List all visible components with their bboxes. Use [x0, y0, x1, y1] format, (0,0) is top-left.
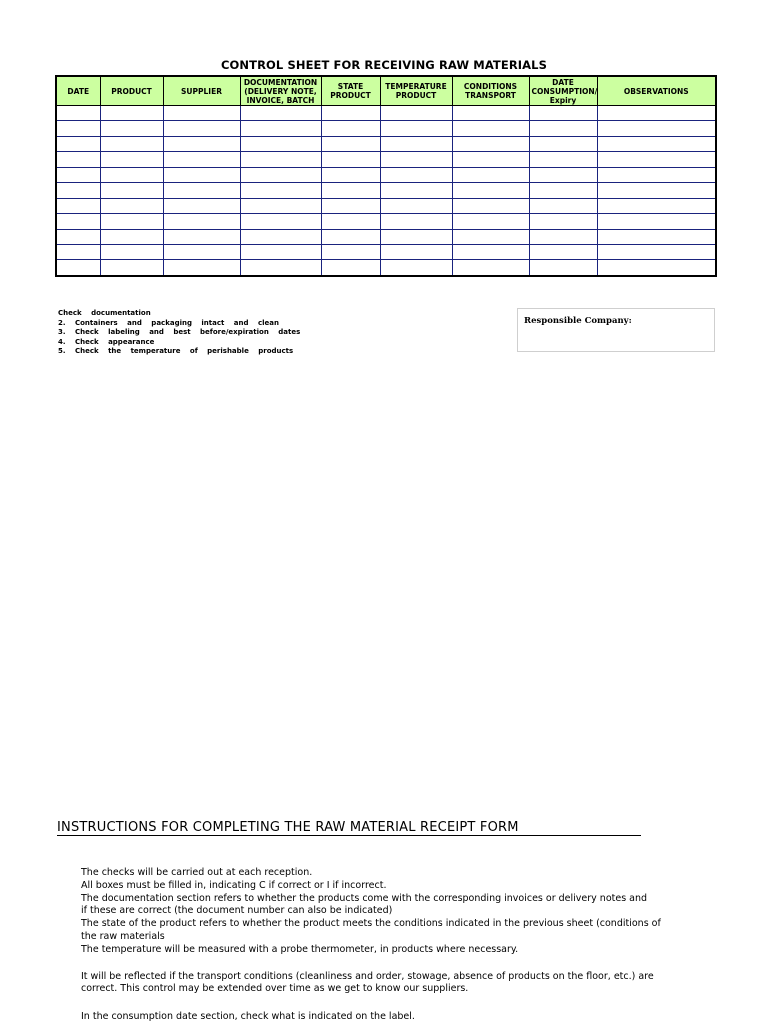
instruction-line: The documentation section refers to whether the products come with the corresponding invoices or delivery notes and — [81, 892, 648, 904]
table-row — [56, 214, 716, 229]
instructions-block-3 — [81, 1011, 721, 1024]
table-cell-state[interactable] — [321, 183, 380, 198]
table-cell-date[interactable] — [56, 229, 100, 244]
table-cell-documentation[interactable] — [240, 214, 321, 229]
column-header-line: SUPPLIER — [181, 86, 222, 96]
table-cell-conditions[interactable] — [452, 183, 529, 198]
table-cell-date[interactable] — [56, 121, 100, 136]
table-cell-date[interactable] — [56, 244, 100, 259]
table-cell-state[interactable] — [321, 136, 380, 151]
table-cell-observations[interactable] — [597, 260, 716, 276]
table-cell-date-consumption[interactable] — [529, 167, 597, 182]
table-cell-conditions[interactable] — [452, 229, 529, 244]
table-cell-observations[interactable] — [597, 198, 716, 213]
table-cell-supplier[interactable] — [163, 167, 240, 182]
table-cell-observations[interactable] — [597, 183, 716, 198]
table-cell-documentation[interactable] — [240, 244, 321, 259]
table-cell-supplier[interactable] — [163, 121, 240, 136]
table-cell-date-consumption[interactable] — [529, 198, 597, 213]
table-cell-supplier[interactable] — [163, 183, 240, 198]
table-cell-date[interactable] — [56, 167, 100, 182]
table-cell-date-consumption[interactable] — [529, 152, 597, 167]
table-cell-date-consumption[interactable] — [529, 121, 597, 136]
table-cell-date-consumption[interactable] — [529, 106, 597, 121]
table-cell-temperature[interactable] — [380, 260, 452, 276]
table-cell-date[interactable] — [56, 152, 100, 167]
instructions-block-2 — [81, 971, 721, 997]
table-cell-state[interactable] — [321, 152, 380, 167]
table-header-row — [56, 76, 716, 106]
table-cell-documentation[interactable] — [240, 121, 321, 136]
instructions-body — [81, 867, 721, 1024]
instructions-title-underline — [57, 835, 641, 836]
responsible-company-box[interactable] — [517, 308, 715, 352]
column-header-line: DATE — [67, 86, 90, 96]
table-cell-observations[interactable] — [597, 152, 716, 167]
column-header-line: Expiry — [549, 95, 577, 105]
table-cell-temperature[interactable] — [380, 167, 452, 182]
table-cell-conditions[interactable] — [452, 260, 529, 276]
column-header-line: PRODUCT — [395, 91, 437, 100]
table-cell-conditions[interactable] — [452, 152, 529, 167]
instruction-line: In the consumption date section, check what is indicated on the label. — [81, 1011, 415, 1023]
table-cell-product[interactable] — [100, 136, 163, 151]
table-cell-documentation[interactable] — [240, 106, 321, 121]
column-header-observations — [597, 76, 716, 106]
column-header-line: PRODUCT — [330, 91, 371, 100]
table-cell-date-consumption[interactable] — [529, 183, 597, 198]
table-cell-state[interactable] — [321, 260, 380, 276]
instruction-line: if these are correct (the document number can also be indicated) — [81, 905, 393, 917]
table-cell-supplier[interactable] — [163, 198, 240, 213]
table-cell-date[interactable] — [56, 214, 100, 229]
table-cell-observations[interactable] — [597, 214, 716, 229]
table-cell-temperature[interactable] — [380, 244, 452, 259]
table-row — [56, 136, 716, 151]
table-cell-observations[interactable] — [597, 167, 716, 182]
column-header-line: PRODUCT — [111, 86, 152, 96]
column-header-line: CONSUMPTION/ — [531, 86, 598, 96]
checklist-item: 5. Check the temperature of perishable products — [58, 347, 294, 356]
responsible-company-label: Responsible Company: — [524, 316, 632, 326]
table-cell-date-consumption[interactable] — [529, 260, 597, 276]
table-cell-conditions[interactable] — [452, 121, 529, 136]
table-cell-state[interactable] — [321, 167, 380, 182]
column-header-date — [56, 76, 100, 106]
table-cell-state[interactable] — [321, 244, 380, 259]
column-header-line: DATE — [552, 77, 574, 87]
instruction-line: the raw materials — [81, 930, 165, 942]
table-cell-temperature[interactable] — [380, 152, 452, 167]
table-cell-temperature[interactable] — [380, 183, 452, 198]
table-cell-conditions[interactable] — [452, 136, 529, 151]
table-cell-supplier[interactable] — [163, 214, 240, 229]
table-cell-conditions[interactable] — [452, 198, 529, 213]
table-cell-state[interactable] — [321, 121, 380, 136]
column-header-line: TRANSPORT — [465, 91, 516, 100]
table-cell-date-consumption[interactable] — [529, 229, 597, 244]
table-cell-observations[interactable] — [597, 106, 716, 121]
column-header-temperature — [380, 76, 452, 106]
table-cell-temperature[interactable] — [380, 198, 452, 213]
instruction-line: correct. This control may be extended over time as we get to know our suppliers. — [81, 983, 469, 995]
column-header-conditions — [452, 76, 529, 106]
sheet-title: CONTROL SHEET FOR RECEIVING RAW MATERIALS — [221, 58, 547, 72]
table-row — [56, 229, 716, 244]
table-cell-observations[interactable] — [597, 229, 716, 244]
table-body — [56, 106, 716, 277]
table-cell-product[interactable] — [100, 244, 163, 259]
table-row — [56, 183, 716, 198]
table-cell-supplier[interactable] — [163, 260, 240, 276]
checklist — [58, 309, 300, 357]
table-cell-date-consumption[interactable] — [529, 244, 597, 259]
table-cell-date[interactable] — [56, 260, 100, 276]
table-cell-temperature[interactable] — [380, 136, 452, 151]
column-header-line: CONDITIONS — [463, 82, 518, 91]
table-cell-state[interactable] — [321, 198, 380, 213]
table-row — [56, 198, 716, 213]
table-cell-date-consumption[interactable] — [529, 136, 597, 151]
table-cell-product[interactable] — [100, 260, 163, 276]
table-cell-conditions[interactable] — [452, 106, 529, 121]
table-cell-product[interactable] — [100, 106, 163, 121]
column-header-supplier — [163, 76, 240, 106]
column-header-product — [100, 76, 163, 106]
table-cell-documentation[interactable] — [240, 183, 321, 198]
table-cell-documentation[interactable] — [240, 136, 321, 151]
table-cell-product[interactable] — [100, 167, 163, 182]
instruction-line: The state of the product refers to whether the product meets the conditions indicated in the previous sheet (conditions of — [81, 918, 661, 930]
table-cell-conditions[interactable] — [452, 167, 529, 182]
table-cell-temperature[interactable] — [380, 229, 452, 244]
table-row — [56, 260, 716, 276]
table-cell-temperature[interactable] — [380, 121, 452, 136]
column-header-state — [321, 76, 380, 106]
column-header-date-consumption — [529, 76, 597, 106]
table-cell-product[interactable] — [100, 183, 163, 198]
table-cell-supplier[interactable] — [163, 244, 240, 259]
checklist-item: 2. Containers and packaging intact and clean — [58, 318, 279, 327]
table-cell-documentation[interactable] — [240, 152, 321, 167]
table-cell-state[interactable] — [321, 106, 380, 121]
table-cell-product[interactable] — [100, 152, 163, 167]
instruction-line: All boxes must be filled in, indicating C if correct or I if incorrect. — [81, 879, 387, 891]
column-header-documentation — [240, 76, 321, 106]
table-cell-state[interactable] — [321, 229, 380, 244]
table-cell-supplier[interactable] — [163, 229, 240, 244]
instructions-title: INSTRUCTIONS FOR COMPLETING THE RAW MATERIAL RECEIPT FORM — [57, 820, 519, 835]
table-cell-conditions[interactable] — [452, 244, 529, 259]
column-header-line: (DELIVERY NOTE, — [244, 86, 317, 96]
checklist-item: 4. Check appearance — [58, 337, 155, 346]
table-cell-documentation[interactable] — [240, 198, 321, 213]
table-cell-supplier[interactable] — [163, 106, 240, 121]
column-header-line: INVOICE, BATCH — [246, 95, 315, 105]
table-cell-date[interactable] — [56, 198, 100, 213]
table-cell-documentation[interactable] — [240, 260, 321, 276]
table-cell-product[interactable] — [100, 198, 163, 213]
checklist-item: Check documentation — [58, 309, 151, 317]
instruction-line: The checks will be carried out at each reception. — [81, 867, 313, 878]
table-cell-observations[interactable] — [597, 136, 716, 151]
table-cell-documentation[interactable] — [240, 229, 321, 244]
table-cell-temperature[interactable] — [380, 214, 452, 229]
table-cell-temperature[interactable] — [380, 106, 452, 121]
instruction-line: It will be reflected if the transport conditions (cleanliness and order, stowage, absence of products on the floor, etc.) are — [81, 970, 654, 982]
checklist-item: 3. Check labeling and best before/expiration dates — [58, 328, 301, 337]
table-cell-conditions[interactable] — [452, 214, 529, 229]
column-header-line: DOCUMENTATION — [243, 77, 318, 87]
table-cell-supplier[interactable] — [163, 152, 240, 167]
instruction-line: The temperature will be measured with a probe thermometer, in products where necessary. — [81, 943, 519, 955]
control-table — [55, 75, 717, 277]
table-cell-product[interactable] — [100, 121, 163, 136]
table-cell-state[interactable] — [321, 214, 380, 229]
table-row — [56, 167, 716, 182]
table-cell-product[interactable] — [100, 229, 163, 244]
table-row — [56, 152, 716, 167]
column-header-line: STATE — [337, 82, 364, 91]
table-cell-date[interactable] — [56, 106, 100, 121]
table-cell-supplier[interactable] — [163, 136, 240, 151]
table-row — [56, 106, 716, 121]
table-cell-date[interactable] — [56, 136, 100, 151]
column-header-line: OBSERVATIONS — [623, 86, 689, 96]
table-cell-date[interactable] — [56, 183, 100, 198]
table-cell-documentation[interactable] — [240, 167, 321, 182]
instructions-block-1 — [81, 867, 721, 957]
table-row — [56, 244, 716, 259]
column-header-line: TEMPERATURE — [385, 82, 447, 91]
table-cell-product[interactable] — [100, 214, 163, 229]
table-cell-date-consumption[interactable] — [529, 214, 597, 229]
table-cell-observations[interactable] — [597, 121, 716, 136]
table-row — [56, 121, 716, 136]
table-cell-observations[interactable] — [597, 244, 716, 259]
